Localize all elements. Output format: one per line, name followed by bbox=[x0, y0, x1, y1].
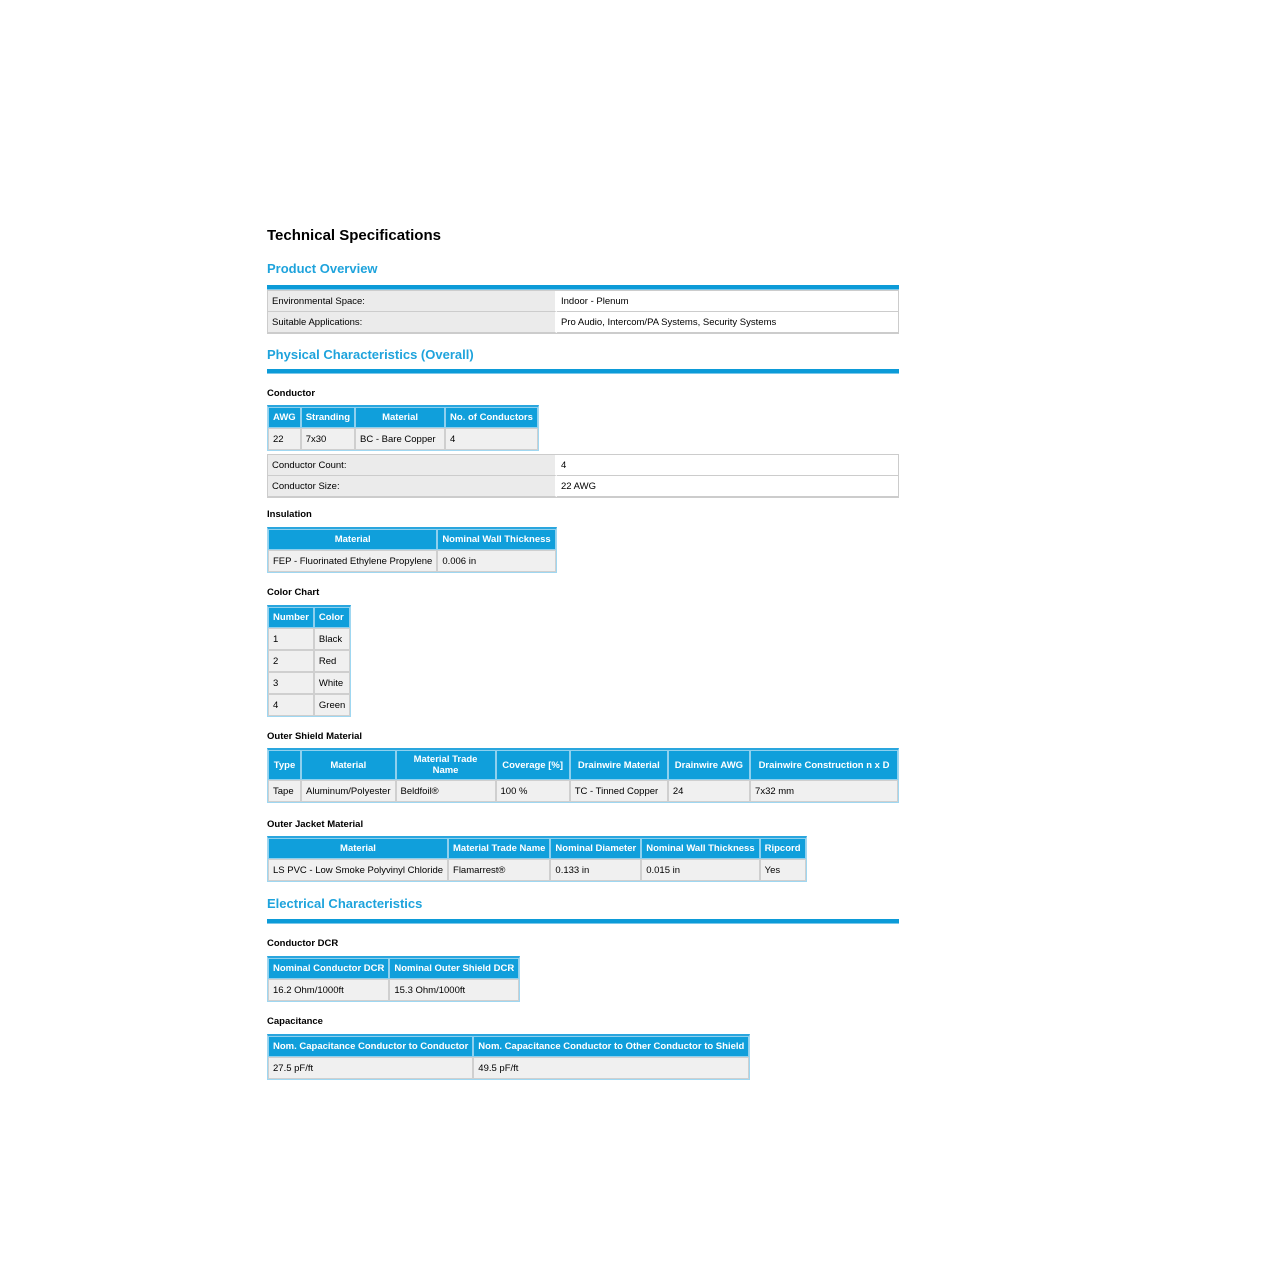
column-header: Material bbox=[355, 407, 445, 428]
column-header: Coverage [%] bbox=[496, 750, 570, 780]
table-cell: 22 bbox=[268, 428, 301, 450]
table-cell: Yes bbox=[760, 859, 806, 881]
table-cell: 24 bbox=[668, 780, 750, 802]
table-row bbox=[268, 672, 350, 694]
subsection-title-outer-jacket: Outer Jacket Material bbox=[267, 819, 364, 830]
column-header: Drainwire Material bbox=[570, 750, 668, 780]
row-value: 4 bbox=[557, 455, 898, 476]
table-cell: LS PVC - Low Smoke Polyvinyl Chloride bbox=[268, 859, 448, 881]
column-header: Nominal Wall Thickness bbox=[641, 838, 759, 859]
column-header: Drainwire Construction n x D bbox=[750, 750, 898, 780]
subsection-title-conductor-dcr: Conductor DCR bbox=[267, 938, 339, 949]
column-header: Nominal Diameter bbox=[550, 838, 641, 859]
table-row bbox=[268, 780, 898, 802]
column-header: Nominal Outer Shield DCR bbox=[389, 958, 519, 979]
conductor-table bbox=[267, 405, 539, 451]
row-label: Suitable Applications: bbox=[268, 312, 557, 333]
table-header-row bbox=[268, 607, 350, 628]
table-cell: 100 % bbox=[496, 780, 570, 802]
table-row bbox=[268, 291, 898, 312]
column-header: Ripcord bbox=[760, 838, 806, 859]
subsection-title-insulation: Insulation bbox=[267, 509, 312, 520]
table-header-row bbox=[268, 750, 898, 780]
subsection-title-capacitance: Capacitance bbox=[267, 1016, 323, 1027]
table-cell: 0.133 in bbox=[550, 859, 641, 881]
row-label: Environmental Space: bbox=[268, 291, 557, 312]
column-header: Material bbox=[268, 529, 437, 550]
column-header: Nominal Wall Thickness bbox=[437, 529, 555, 550]
table-cell: 15.3 Ohm/1000ft bbox=[389, 979, 519, 1001]
insulation-table bbox=[267, 527, 557, 573]
spec-sheet bbox=[267, 226, 899, 1080]
table-cell: FEP - Fluorinated Ethylene Propylene bbox=[268, 550, 437, 572]
table-cell: Black bbox=[314, 628, 350, 650]
table-cell: Green bbox=[314, 694, 350, 716]
conductor-dcr-table bbox=[267, 956, 520, 1002]
section-title-physical: Physical Characteristics (Overall) bbox=[267, 347, 474, 362]
table-header-row bbox=[268, 407, 538, 428]
table-row bbox=[268, 455, 898, 476]
table-row bbox=[268, 476, 898, 497]
column-header: Nominal Conductor DCR bbox=[268, 958, 389, 979]
table-cell: Tape bbox=[268, 780, 301, 802]
color-chart-table bbox=[267, 605, 351, 717]
table-cell: 49.5 pF/ft bbox=[473, 1057, 749, 1079]
column-header: Number bbox=[268, 607, 314, 628]
conductor-summary-table bbox=[267, 454, 899, 498]
table-cell: 7x30 bbox=[301, 428, 355, 450]
column-header: Drainwire AWG bbox=[668, 750, 750, 780]
table-header-row bbox=[268, 1036, 749, 1057]
table-row bbox=[268, 312, 898, 333]
table-row bbox=[268, 650, 350, 672]
table-cell: TC - Tinned Copper bbox=[570, 780, 668, 802]
table-cell: Flamarrest® bbox=[448, 859, 550, 881]
table-cell: 4 bbox=[268, 694, 314, 716]
table-row bbox=[268, 859, 806, 881]
table-cell: Aluminum/Polyester bbox=[301, 780, 395, 802]
table-cell: White bbox=[314, 672, 350, 694]
row-value: Indoor - Plenum bbox=[557, 291, 898, 312]
table-row bbox=[268, 550, 556, 572]
product-overview-table bbox=[267, 290, 899, 334]
column-header: Material Trade Name bbox=[448, 838, 550, 859]
table-cell: Beldfoil® bbox=[396, 780, 496, 802]
table-header-row bbox=[268, 838, 806, 859]
column-header: Type bbox=[268, 750, 301, 780]
row-label: Conductor Count: bbox=[268, 455, 557, 476]
table-cell: 4 bbox=[445, 428, 538, 450]
subsection-title-conductor: Conductor bbox=[267, 388, 316, 399]
outer-jacket-table bbox=[267, 836, 807, 882]
table-row bbox=[268, 1057, 749, 1079]
column-header: Material Trade Name bbox=[396, 750, 496, 780]
capacitance-table bbox=[267, 1034, 750, 1080]
table-header-row bbox=[268, 529, 556, 550]
table-cell: 16.2 Ohm/1000ft bbox=[268, 979, 389, 1001]
table-row bbox=[268, 694, 350, 716]
column-header: Color bbox=[314, 607, 350, 628]
document-title: Technical Specifications bbox=[267, 227, 441, 244]
table-cell: 27.5 pF/ft bbox=[268, 1057, 473, 1079]
table-cell: 0.015 in bbox=[641, 859, 759, 881]
column-header: Material bbox=[268, 838, 448, 859]
table-cell: 7x32 mm bbox=[750, 780, 898, 802]
table-cell: 1 bbox=[268, 628, 314, 650]
section-title-electrical: Electrical Characteristics bbox=[267, 896, 423, 911]
row-value: Pro Audio, Intercom/PA Systems, Security Systems bbox=[557, 312, 898, 333]
column-header: No. of Conductors bbox=[445, 407, 538, 428]
table-cell: 3 bbox=[268, 672, 314, 694]
column-header: Nom. Capacitance Conductor to Conductor bbox=[268, 1036, 473, 1057]
outer-shield-table bbox=[267, 748, 899, 803]
column-header: Material bbox=[301, 750, 395, 780]
table-cell: 0.006 in bbox=[437, 550, 555, 572]
column-header: AWG bbox=[268, 407, 301, 428]
table-row bbox=[268, 979, 519, 1001]
table-header-row bbox=[268, 958, 519, 979]
subsection-title-color-chart: Color Chart bbox=[267, 587, 320, 598]
table-cell: Red bbox=[314, 650, 350, 672]
table-cell: 2 bbox=[268, 650, 314, 672]
column-header: Nom. Capacitance Conductor to Other Conductor to Shield bbox=[473, 1036, 749, 1057]
table-cell: BC - Bare Copper bbox=[355, 428, 445, 450]
table-row bbox=[268, 428, 538, 450]
row-value: 22 AWG bbox=[557, 476, 898, 497]
column-header: Stranding bbox=[301, 407, 355, 428]
section-title-product-overview: Product Overview bbox=[267, 261, 378, 276]
row-label: Conductor Size: bbox=[268, 476, 557, 497]
table-row bbox=[268, 628, 350, 650]
subsection-title-outer-shield: Outer Shield Material bbox=[267, 731, 363, 742]
